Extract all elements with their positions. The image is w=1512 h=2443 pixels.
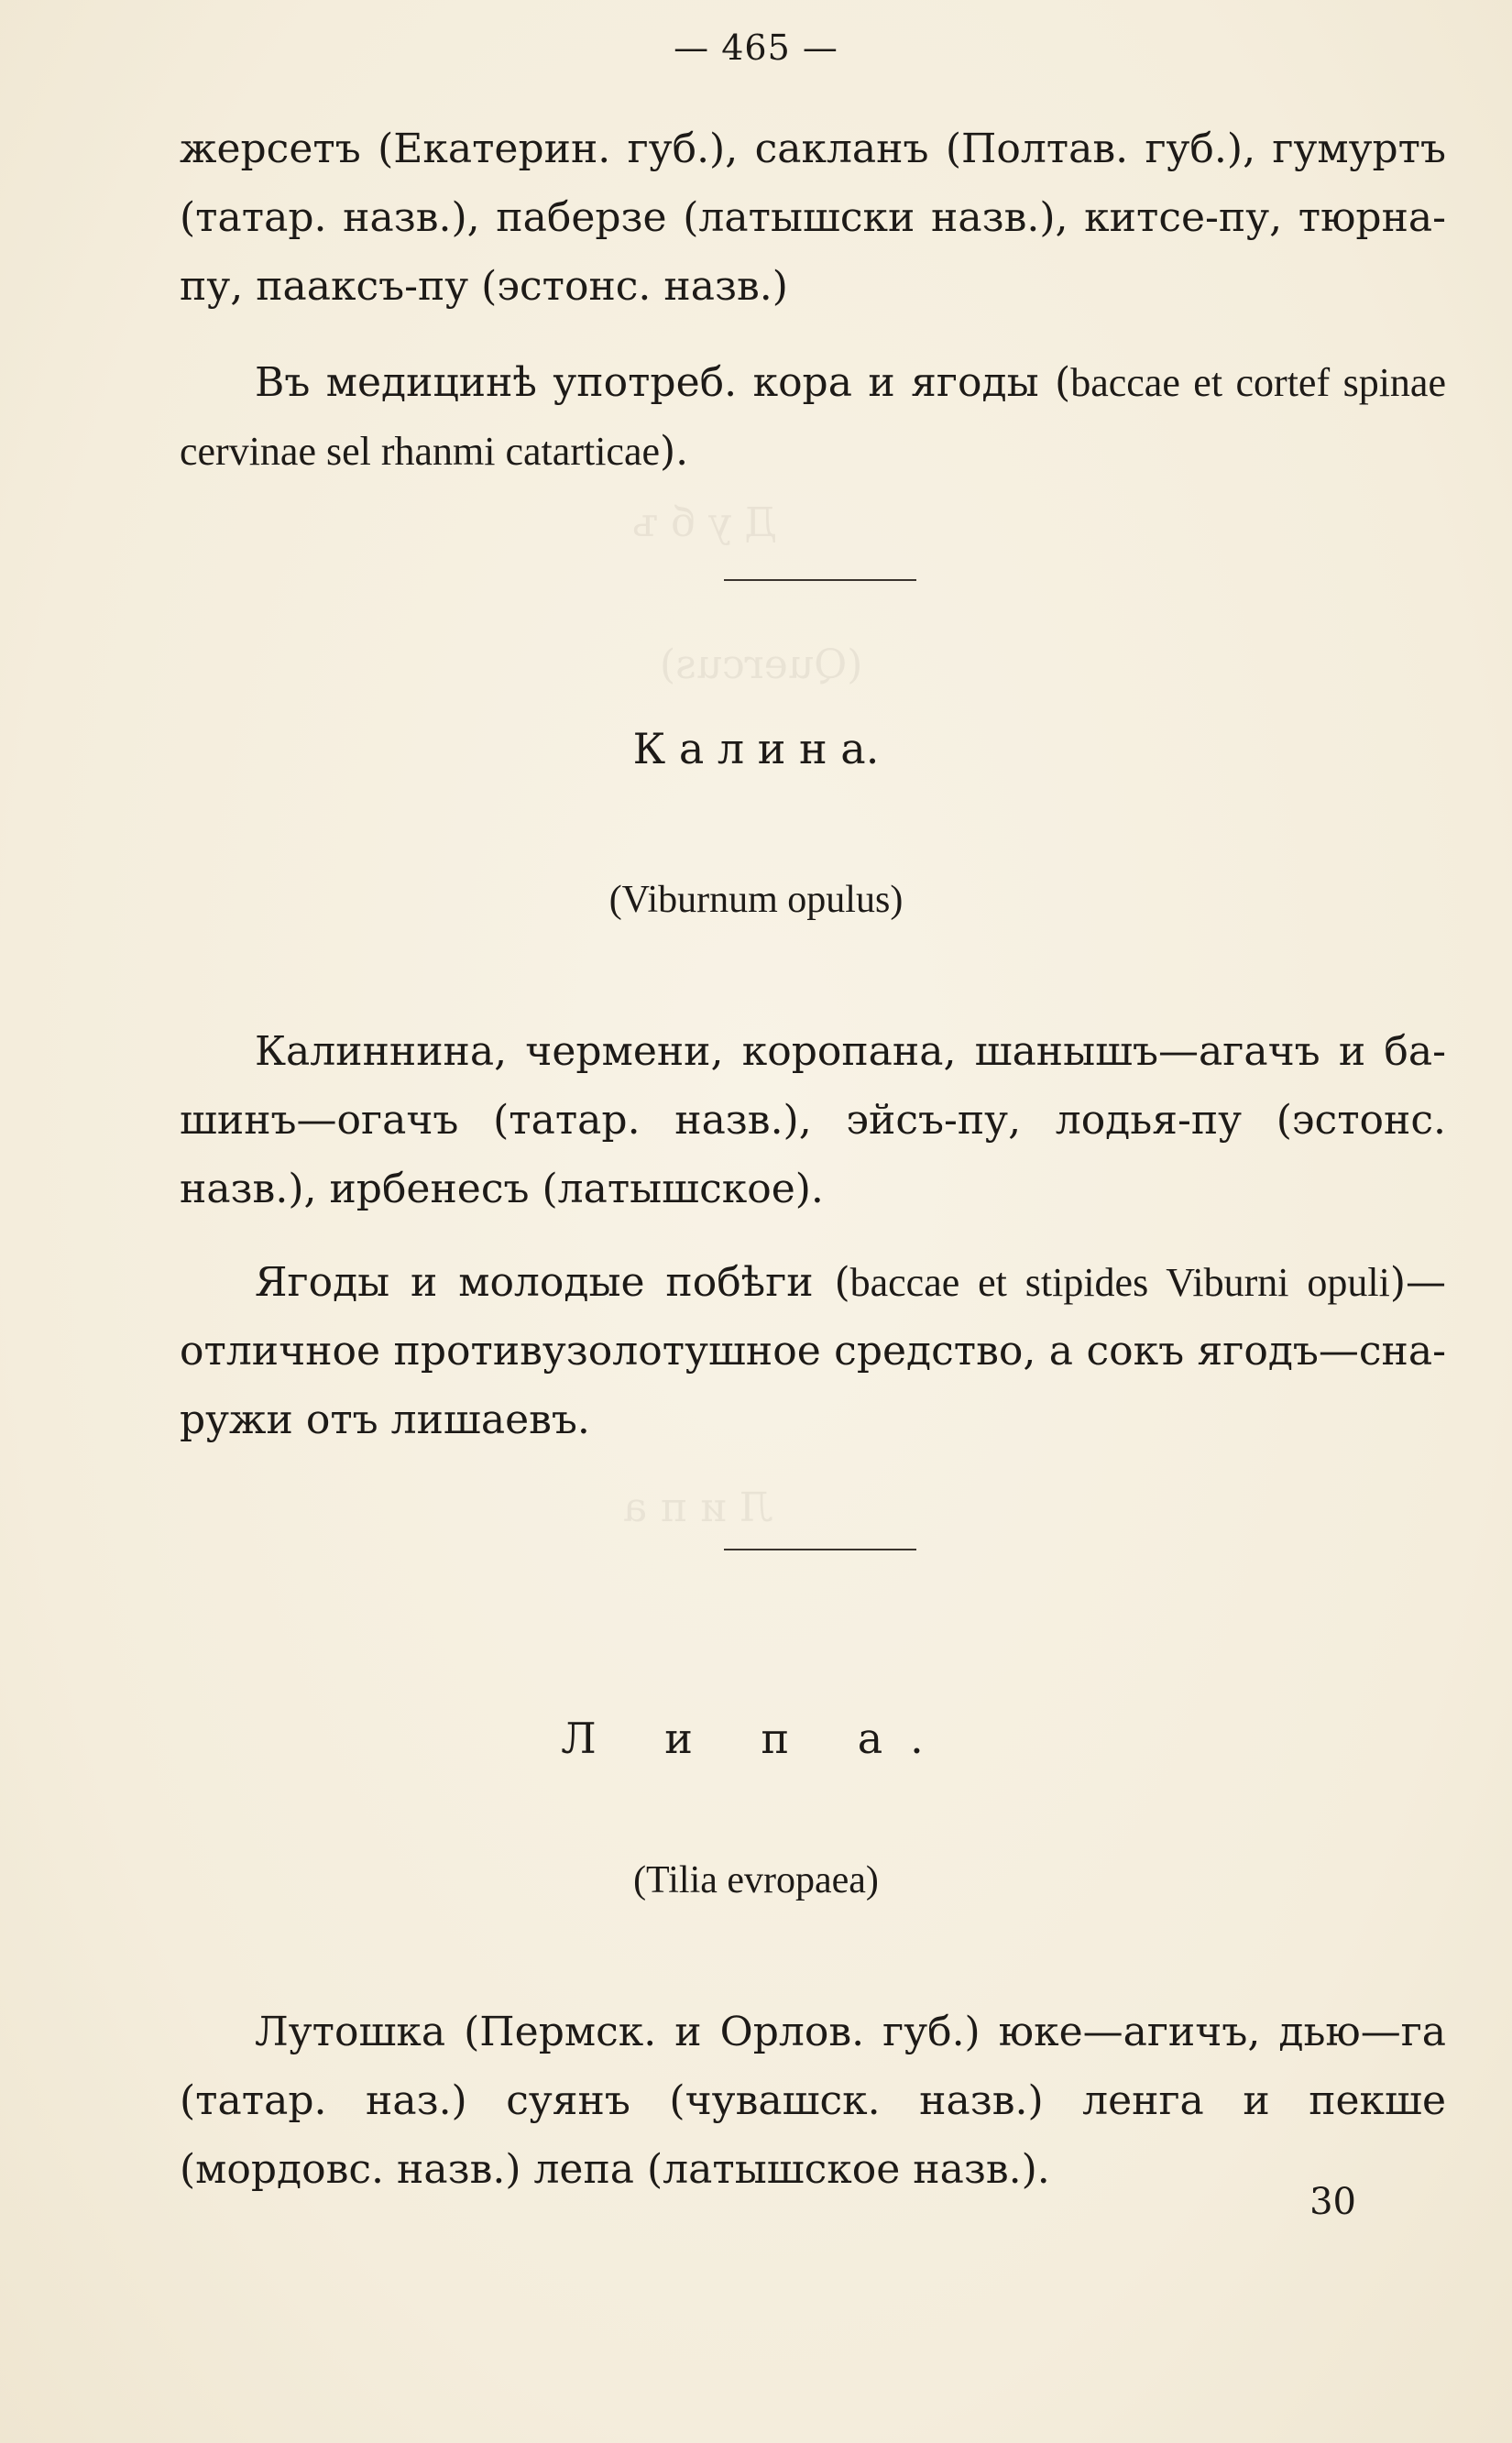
section-latin-name: (Viburnum opulus)	[608, 879, 904, 921]
show-through-text: (Quercus)	[660, 641, 863, 688]
paragraph-text: Ягоды и молодые побѣги (	[255, 1259, 850, 1306]
paragraph-text: Калиннина, чермени, коропана, шанышъ—агачъ и ба-шинъ—огачъ (татар. назв.), эйсъ-пу, лодья-пу (эстонс. назв.), ирбенесъ (латышское).	[180, 1028, 1446, 1212]
section-divider	[724, 1549, 916, 1550]
common-names-paragraph	[180, 1017, 1446, 1223]
section-divider	[724, 579, 916, 581]
common-names-paragraph	[180, 1998, 1446, 2204]
medicinal-use-paragraph	[180, 1248, 1446, 1454]
signature-mark: 30	[1309, 2181, 1356, 2223]
latin-term: baccae et cortef spinae cervinae sel rhanmi catarticae	[180, 360, 1446, 474]
section-title: К а л и н а.	[632, 724, 880, 773]
section-title: Л и п а.	[561, 1714, 951, 1763]
paragraph-text: жерсетъ (Екатерин. губ.), сакланъ (Полтав. губ.), гумуртъ (татар. назв.), паберзе (латышски назв.), китсе-пу, тюрна-пу, пааксъ-пу (эстонс. назв.)	[180, 126, 1446, 310]
paragraph-text: Лутошка (Пермск. и Орлов. губ.) юке—агичъ, дью—га (татар. наз.) суянъ (чувашск. назв.) ленга и пекше (мордовс. назв.) лепа (латышское назв.).	[180, 2009, 1446, 2193]
show-through-text: Л и п а	[623, 1484, 773, 1531]
medicinal-use-paragraph	[180, 348, 1446, 486]
latin-term: baccae et stipides Viburni opuli	[849, 1260, 1390, 1305]
paragraph-text: ).	[660, 428, 689, 475]
paragraph-text: Въ медицинѣ употреб. кора и ягоды (	[255, 359, 1071, 406]
continuation-paragraph	[180, 115, 1446, 321]
paragraph-text: )—отличное противузолотушное средство, а сокъ ягодъ—сна-ружи отъ лишаевъ.	[180, 1259, 1446, 1443]
show-through-text: Д у б ъ	[632, 499, 778, 546]
page-number: — 465 —	[674, 27, 838, 68]
section-latin-name: (Tilia evropaea)	[633, 1859, 879, 1901]
